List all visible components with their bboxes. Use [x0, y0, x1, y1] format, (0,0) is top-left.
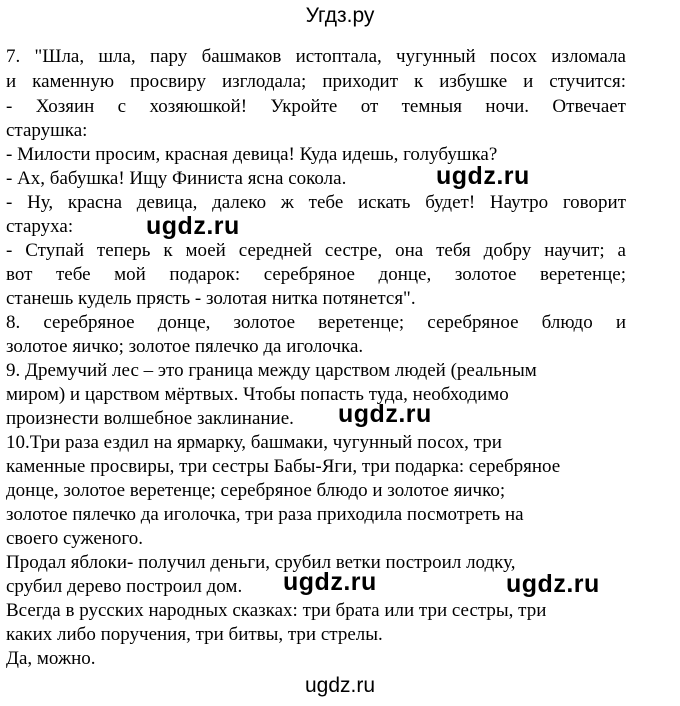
text-line: золотое пялечко да иголочка, три раза приходила посмотреть на: [6, 504, 524, 525]
watermark: ugdz.ru: [436, 162, 530, 190]
watermark: ugdz.ru: [146, 212, 240, 240]
text-line: Всегда в русских народных сказках: три брата или три сестры, три: [6, 600, 547, 621]
text-line: срубил дерево построил дом.: [6, 576, 243, 597]
text-line: старуха:: [6, 216, 74, 237]
text-line: донце, золотое веретенце; серебряное блюдо и золотое яичко;: [6, 480, 506, 501]
watermark: ugdz.ru: [283, 568, 377, 596]
text-line: - Хозяин с хозяюшкой! Укройте от темныя ночи. Отвечает: [6, 96, 626, 117]
text-line: - Ах, бабушка! Ищу Финиста ясна сокола.: [6, 168, 347, 189]
watermark: ugdz.ru: [338, 400, 432, 428]
text-line: 7. "Шла, шла, пару башмаков истоптала, чугунный посох изломала: [6, 46, 626, 67]
text-line: произнести волшебное заклинание.: [6, 408, 294, 429]
text-line: 10.Три раза ездил на ярмарку, башмаки, чугунный посох, три: [6, 432, 502, 453]
text-line: каменные просвиры, три сестры Бабы-Яги, три подарка: серебряное: [6, 456, 561, 477]
site-footer: ugdz.ru: [304, 674, 376, 697]
text-line: Продал яблоки- получил деньги, срубил ветки построил лодку,: [6, 552, 516, 573]
text-line: миром) и царством мёртвых. Чтобы попасть туда, необходимо: [6, 384, 509, 405]
text-line: станешь кудель прясть - золотая нитка потянется".: [6, 288, 416, 309]
text-line: вот тебе мой подарок: серебряное донце, золотое веретенце;: [6, 264, 626, 285]
text-line: - Ну, красна девица, далеко ж тебе искать будет! Наутро говорит: [6, 192, 626, 213]
text-line: старушка:: [6, 120, 88, 141]
text-line: и каменную просвиру изглодала; приходит к избушке и стучится:: [6, 71, 626, 92]
text-line: 9. Дремучий лес – это граница между царством людей (реальным: [6, 360, 537, 381]
site-header: Угдз.ру: [305, 4, 375, 27]
text-line: золотое яичко; золотое пялечко да иголочка.: [6, 336, 364, 357]
text-line: - Милости просим, красная девица! Куда идешь, голубушка?: [6, 144, 498, 165]
text-line: своего суженого.: [6, 528, 143, 549]
text-line: - Ступай теперь к моей середней сестре, она тебя добру научит; а: [6, 240, 626, 261]
text-line: 8. серебряное донце, золотое веретенце; серебряное блюдо и: [6, 312, 626, 333]
text-line: Да, можно.: [6, 648, 96, 669]
text-line: каких либо поручения, три битвы, три стрелы.: [6, 624, 383, 645]
watermark: ugdz.ru: [506, 570, 600, 598]
